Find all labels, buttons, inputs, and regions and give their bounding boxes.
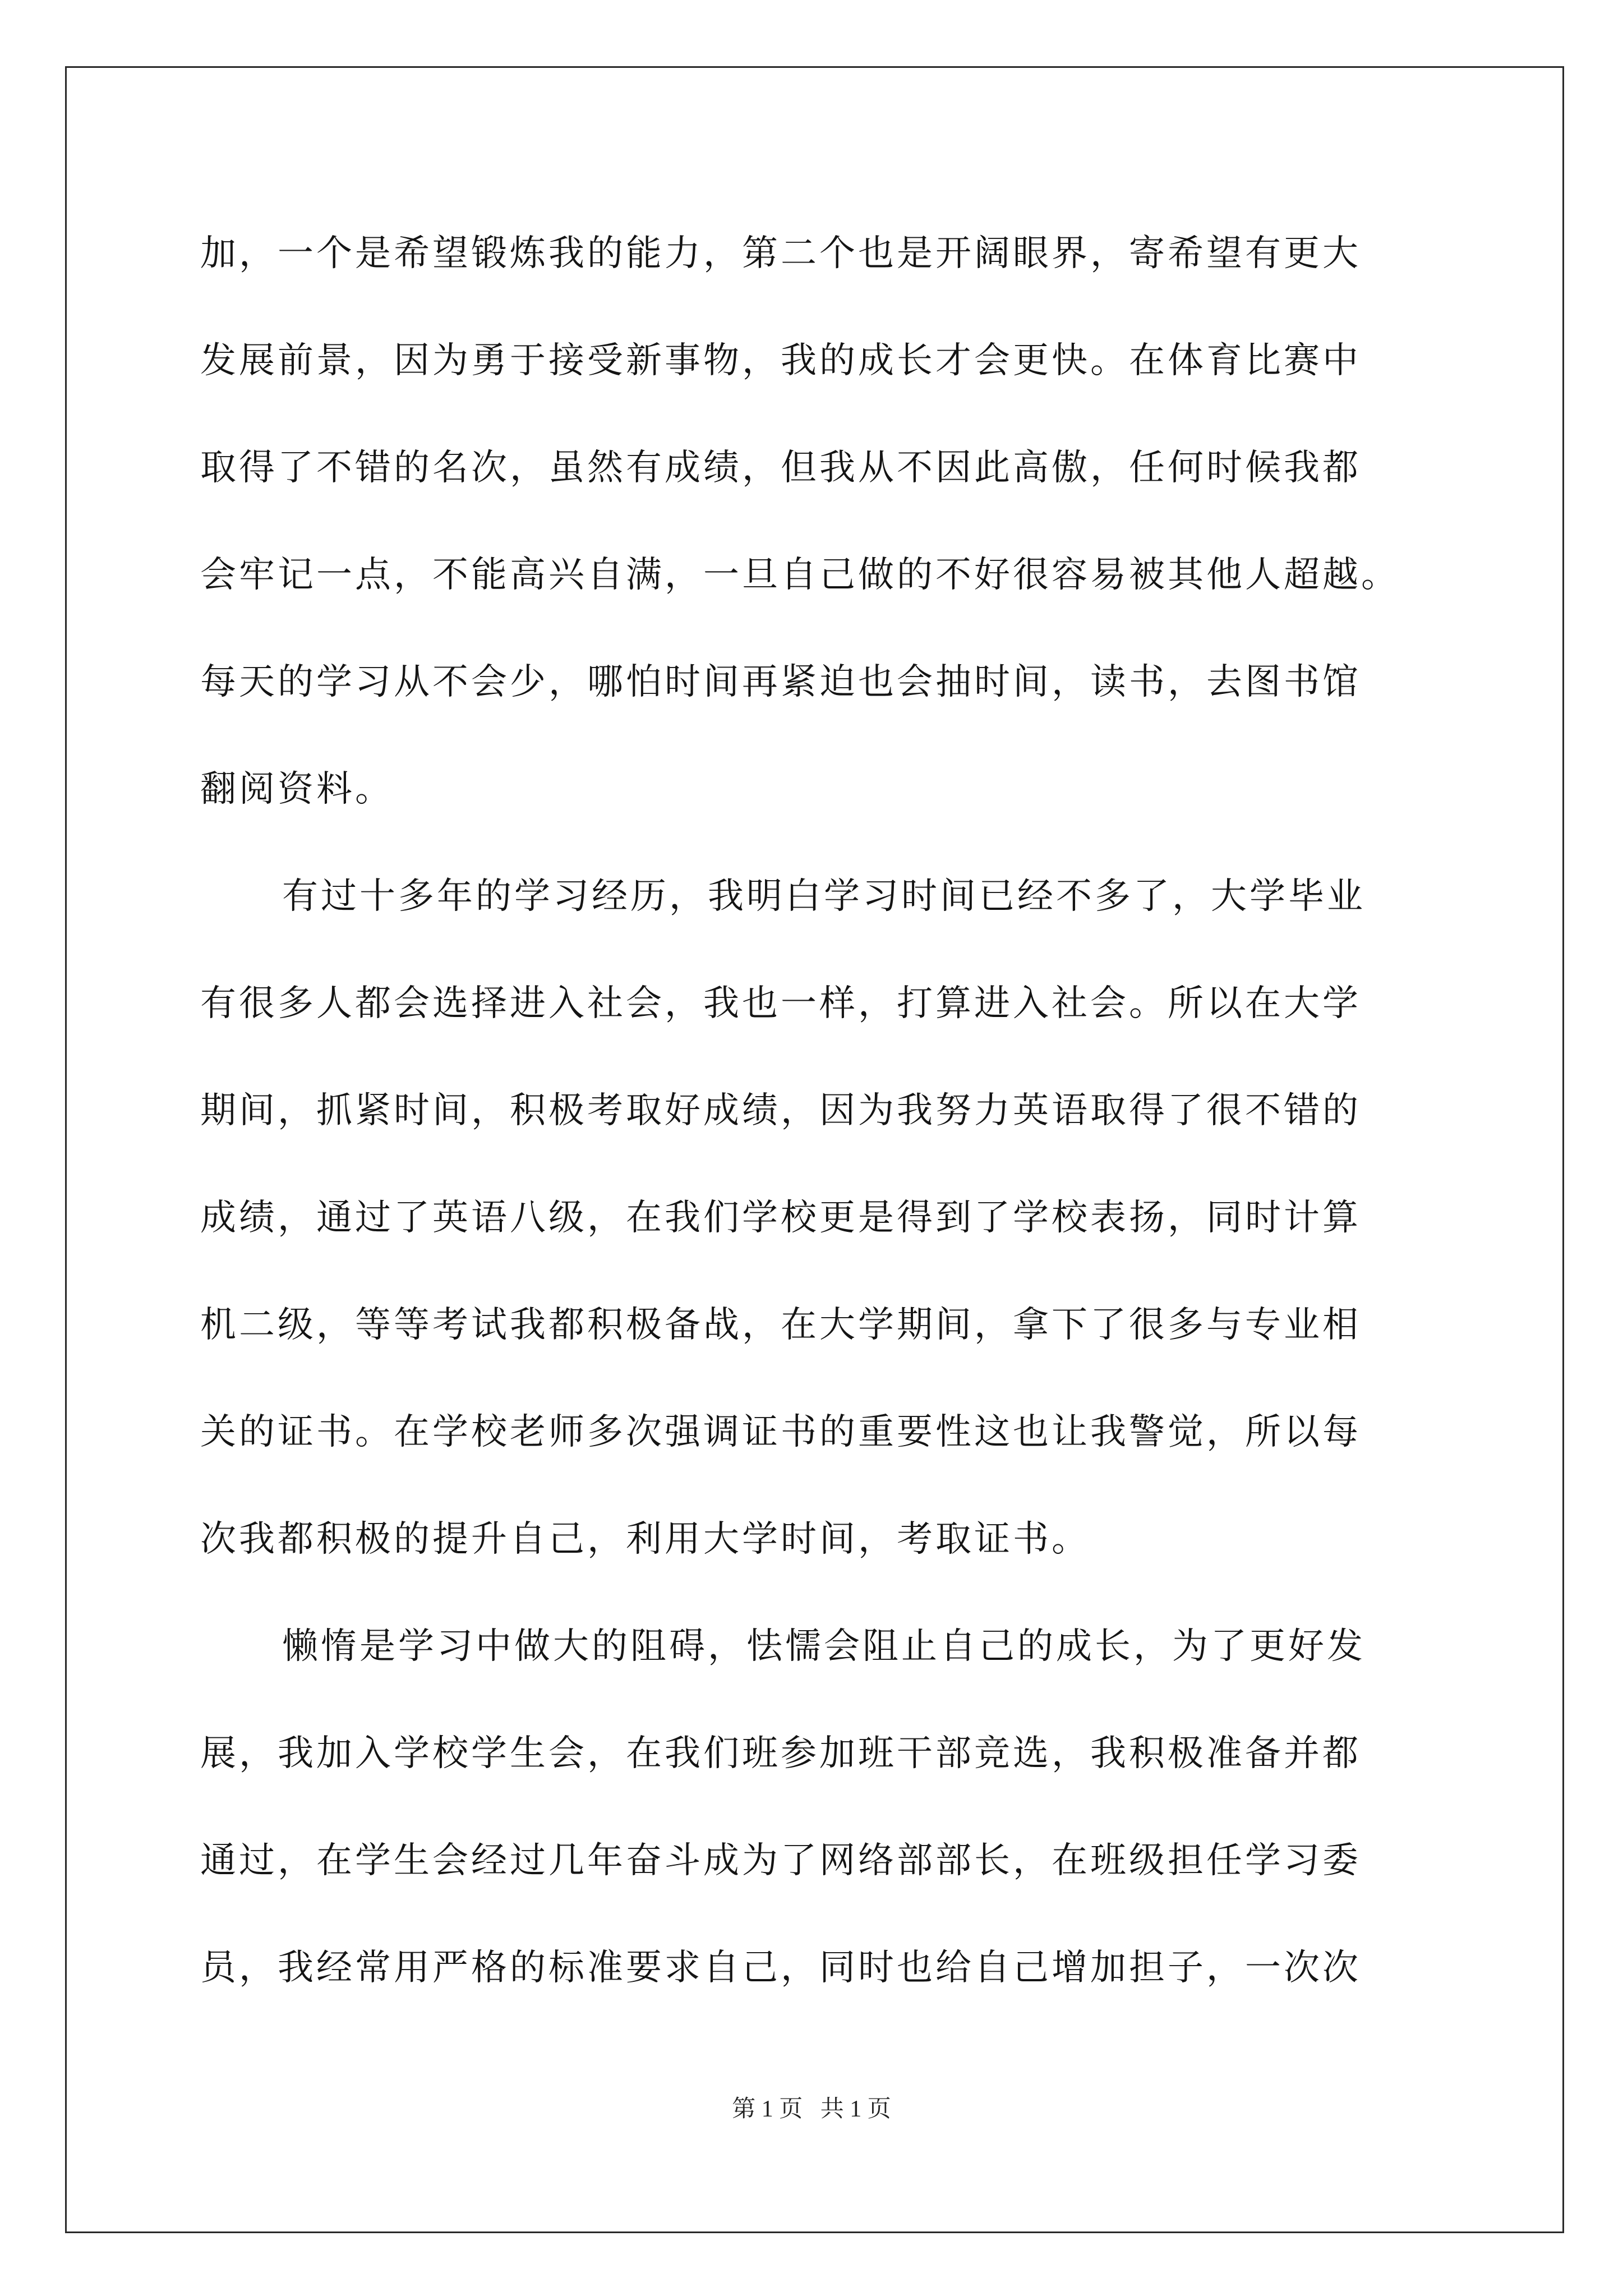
- page-number-label: 第 1 页 共 1 页: [732, 2096, 891, 2122]
- text-line: 展，我加入学校学生会，在我们班参加班干部竞选，我积极准备并都: [200, 1733, 1361, 1774]
- text-line: 机二级，等等考试我都积极备战，在大学期间，拿下了很多与专业相: [200, 1304, 1361, 1346]
- text-line: 每天的学习从不会少，哪怕时间再紧迫也会抽时间，读书，去图书馆: [200, 661, 1361, 703]
- text-line: 有很多人都会选择进入社会，我也一样，打算进入社会。所以在大学: [200, 983, 1361, 1024]
- text-line: 发展前景，因为勇于接受新事物，我的成长才会更快。在体育比赛中: [200, 340, 1361, 381]
- text-line: 通过，在学生会经过几年奋斗成为了网络部部长，在班级担任学习委: [200, 1840, 1361, 1881]
- text-line: 会牢记一点，不能高兴自满，一旦自己做的不好很容易被其他人超越。: [200, 554, 1400, 596]
- text-line: 成绩，通过了英语八级，在我们学校更是得到了学校表扬，同时计算: [200, 1197, 1361, 1239]
- text-line: 关的证书。在学校老师多次强调证书的重要性这也让我警觉，所以每: [200, 1411, 1361, 1453]
- page-footer: [0, 2092, 1623, 2126]
- paragraph-first-line: 懒惰是学习中做大的阻碍，怯懦会阻止自己的成长，为了更好发: [282, 1626, 1366, 1667]
- text-line: 期间，抓紧时间，积极考取好成绩，因为我努力英语取得了很不错的: [200, 1090, 1361, 1131]
- text-line: 次我都积极的提升自己，利用大学时间，考取证书。: [200, 1519, 1090, 1560]
- text-line: 翻阅资料。: [200, 769, 394, 810]
- paragraph-first-line: 有过十多年的学习经历，我明白学习时间已经不多了，大学毕业: [282, 876, 1366, 917]
- text-line: 员，我经常用严格的标准要求自己，同时也给自己增加担子，一次次: [200, 1947, 1361, 1989]
- text-line: 加，一个是希望锻炼我的能力，第二个也是开阔眼界，寄希望有更大: [200, 233, 1361, 274]
- text-line: 取得了不错的名次，虽然有成绩，但我从不因此高傲，任何时候我都: [200, 447, 1361, 489]
